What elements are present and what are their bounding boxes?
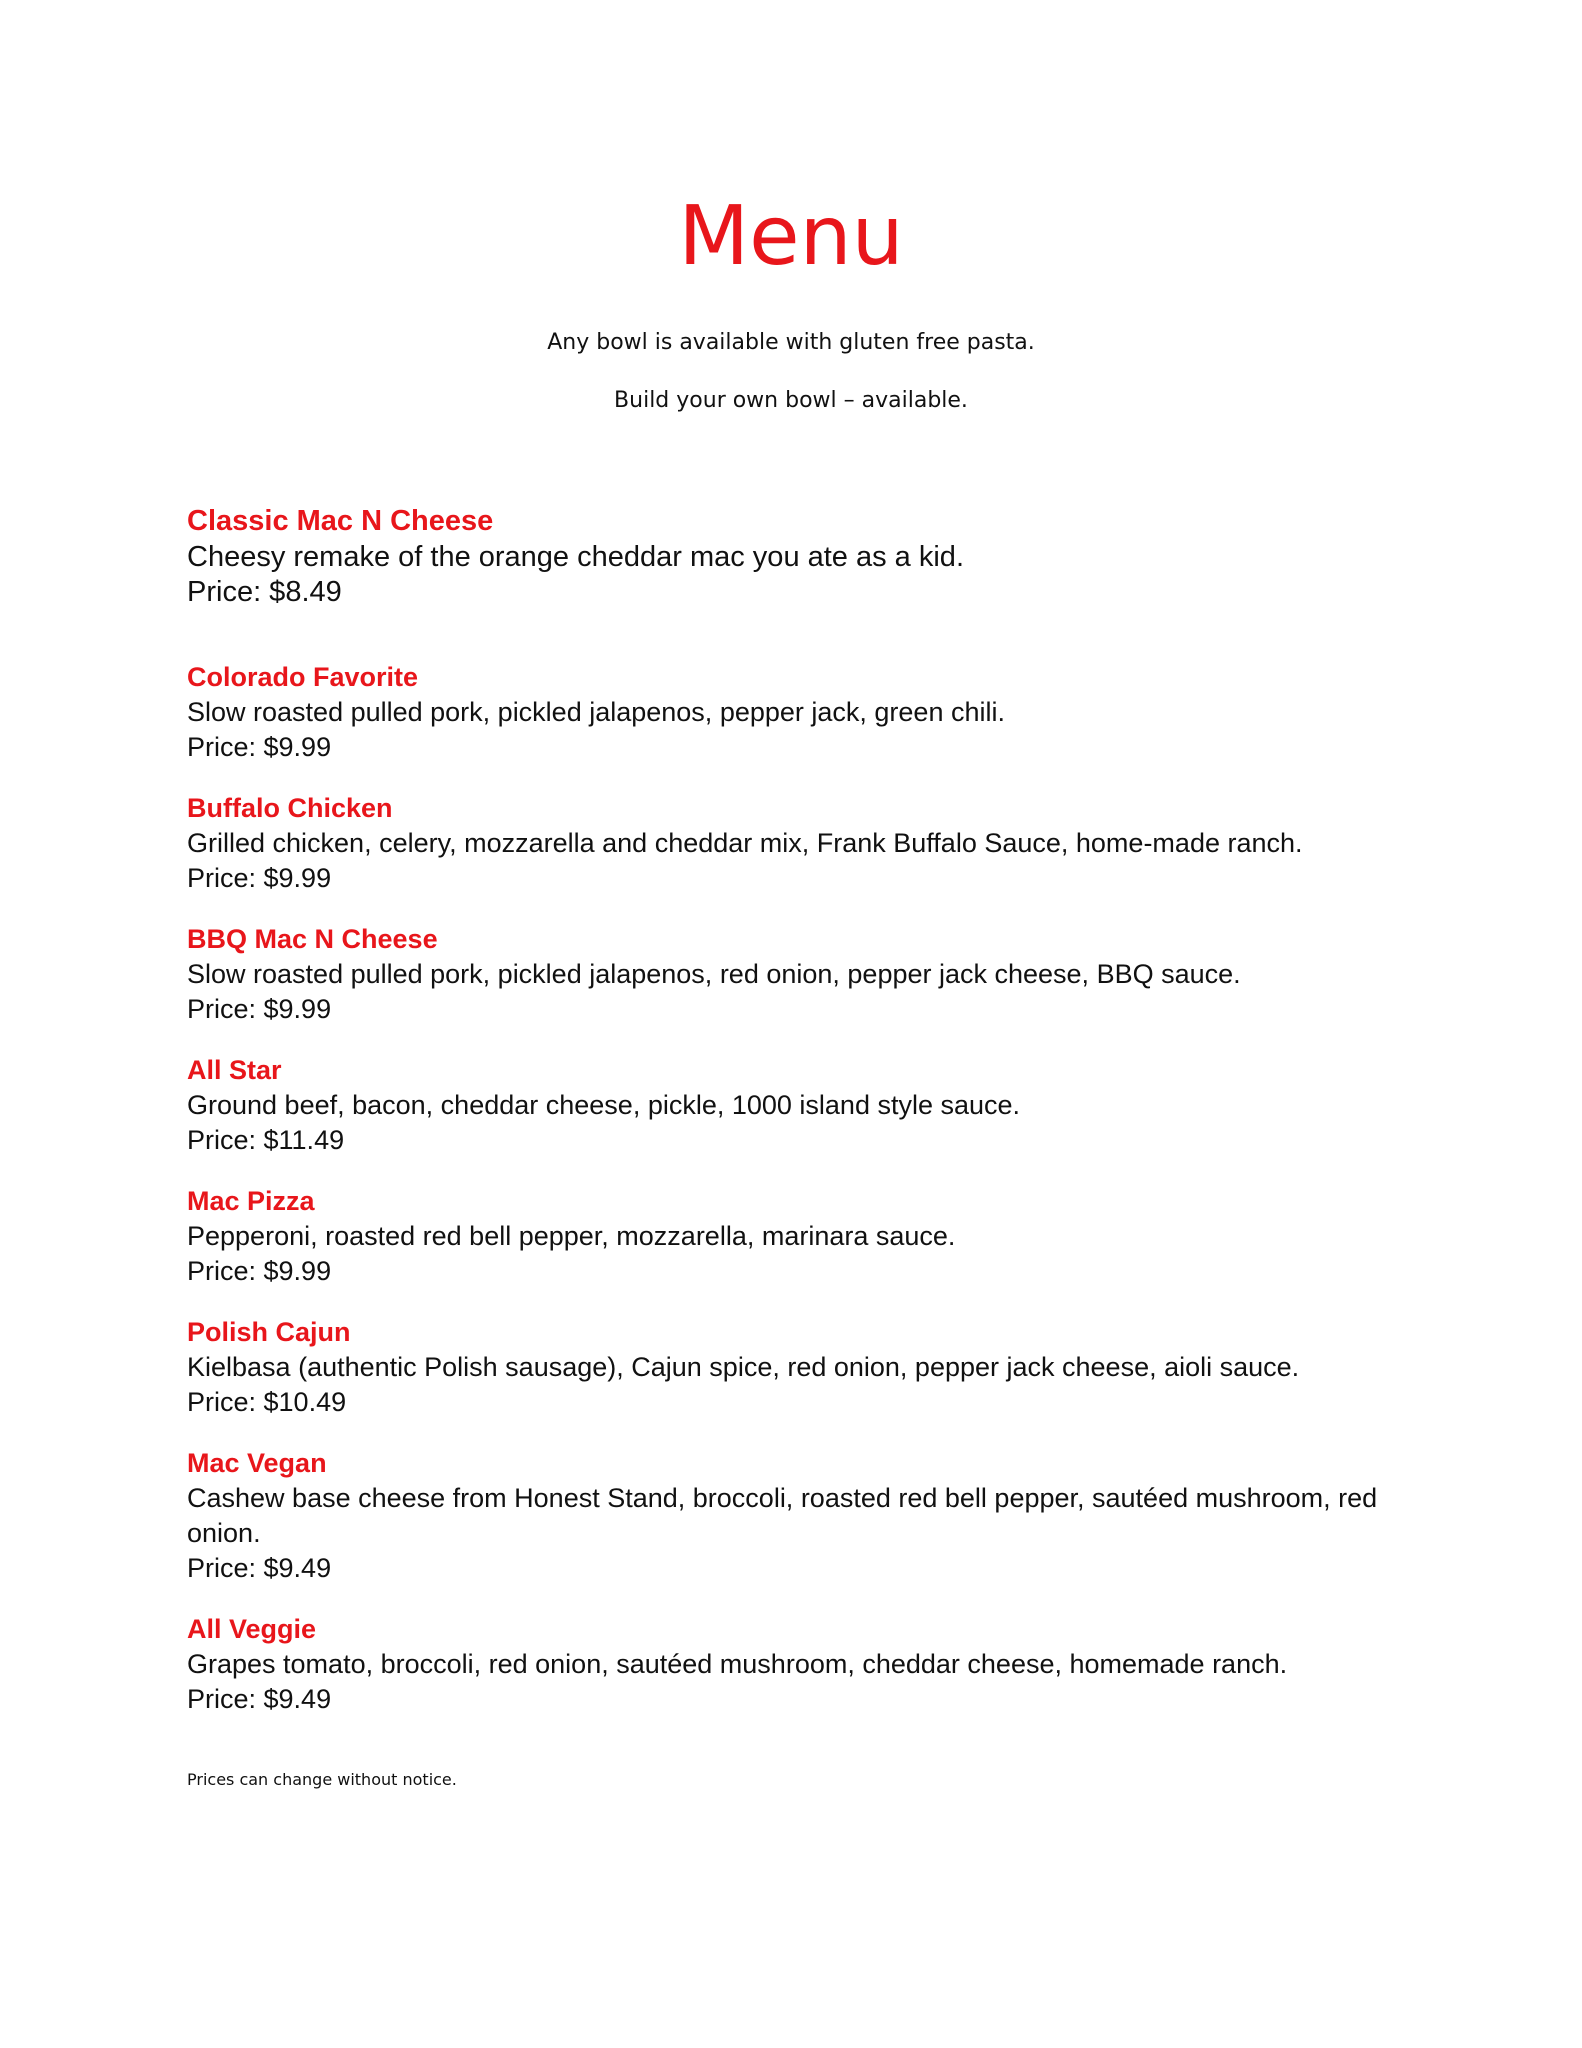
menu-item-name: Buffalo Chicken — [187, 793, 393, 823]
menu-item — [187, 1612, 1427, 1717]
menu-item-description: Ground beef, bacon, cheddar cheese, pickle, 1000 island style sauce. — [187, 1090, 1021, 1120]
menu-item — [187, 1053, 1427, 1158]
menu-item-description: Cashew base cheese from Honest Stand, broccoli, roasted red bell pepper, sautéed mushroom, red onion. — [187, 1483, 1378, 1548]
menu-item-name: BBQ Mac N Cheese — [187, 924, 438, 954]
menu-item — [187, 1315, 1427, 1420]
menu-item-name: Polish Cajun — [187, 1317, 351, 1347]
menu-item-price: Price: $11.49 — [187, 1125, 345, 1155]
menu-item-description: Grilled chicken, celery, mozzarella and cheddar mix, Frank Buffalo Sauce, home-made ranch. — [187, 828, 1303, 858]
menu-item — [187, 660, 1427, 765]
menu-item-name: Mac Vegan — [187, 1448, 327, 1478]
price-disclaimer: Prices can change without notice. — [187, 1770, 457, 1789]
menu-item — [187, 922, 1427, 1027]
menu-item-price: Price: $9.99 — [187, 1256, 332, 1286]
menu-item-description: Slow roasted pulled pork, pickled jalapenos, red onion, pepper jack cheese, BBQ sauce. — [187, 959, 1241, 989]
menu-item-price: Price: $10.49 — [187, 1387, 347, 1417]
menu-item-price: Price: $9.99 — [187, 732, 332, 762]
menu-item-description: Cheesy remake of the orange cheddar mac you ate as a kid. — [187, 541, 964, 573]
page-title: Menu — [678, 189, 904, 284]
menu-item-name: All Star — [187, 1055, 282, 1085]
menu-item-price: Price: $9.99 — [187, 994, 332, 1024]
menu-item — [187, 791, 1427, 896]
menu-items-list — [187, 503, 1427, 1743]
menu-item-description: Pepperoni, roasted red bell pepper, mozzarella, marinara sauce. — [187, 1221, 956, 1251]
menu-item — [187, 1184, 1427, 1289]
gluten-free-note: Any bowl is available with gluten free pasta. — [547, 330, 1035, 355]
menu-item-price: Price: $9.99 — [187, 863, 332, 893]
menu-item-price: Price: $9.49 — [187, 1553, 332, 1583]
menu-item-name: All Veggie — [187, 1614, 317, 1644]
menu-item-description: Slow roasted pulled pork, pickled jalapenos, pepper jack, green chili. — [187, 697, 1005, 727]
menu-item-name: Mac Pizza — [187, 1186, 315, 1216]
menu-item-description: Grapes tomato, broccoli, red onion, sautéed mushroom, cheddar cheese, homemade ranch. — [187, 1649, 1288, 1679]
menu-item — [187, 503, 1427, 610]
menu-item-name: Colorado Favorite — [187, 662, 419, 692]
menu-item-price: Price: $8.49 — [187, 576, 342, 608]
menu-item-price: Price: $9.49 — [187, 1684, 332, 1714]
menu-item-description: Kielbasa (authentic Polish sausage), Cajun spice, red onion, pepper jack cheese, aioli sauce. — [187, 1352, 1300, 1382]
build-your-own-note: Build your own bowl – available. — [614, 388, 968, 413]
menu-item — [187, 1446, 1427, 1586]
menu-item-name: Classic Mac N Cheese — [187, 505, 494, 537]
